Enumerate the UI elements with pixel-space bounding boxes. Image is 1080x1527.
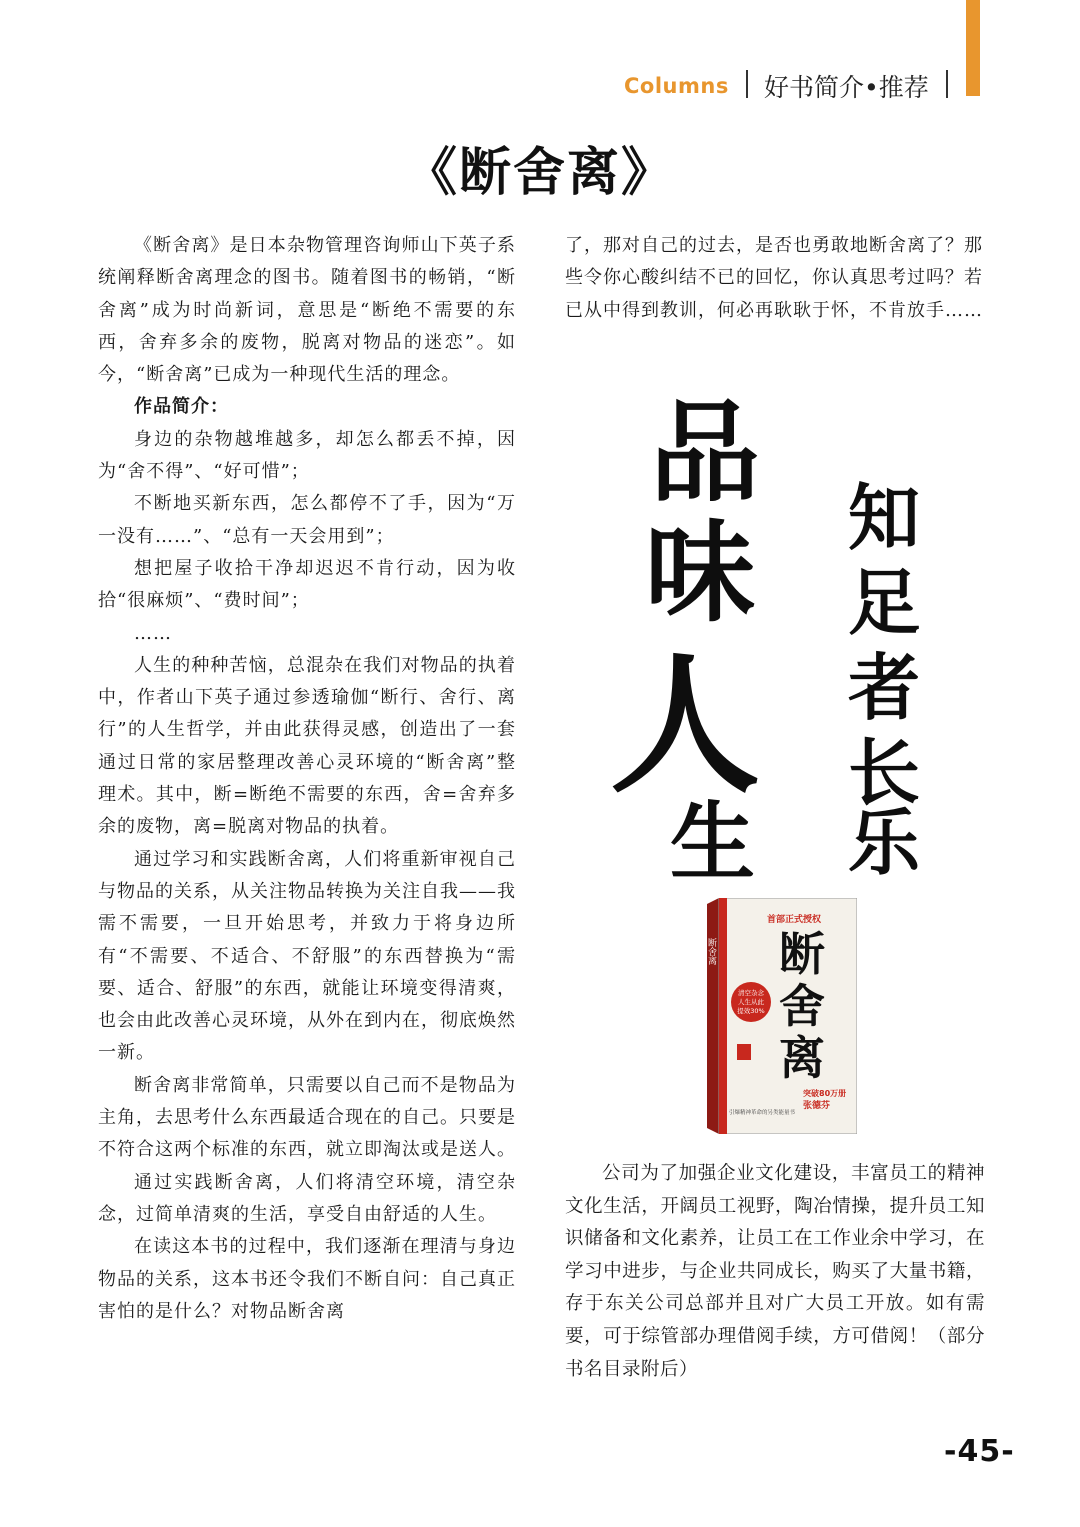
calligraphy-char: 长 — [848, 730, 921, 815]
article-title: 《断舍离》 — [404, 143, 675, 203]
paragraph: 不断地买新东西，怎么都停不了手，因为“万一没有……”、“总有一天会用到”； — [98, 493, 516, 547]
book-spine — [707, 898, 719, 1134]
page-header — [620, 66, 960, 106]
paragraph-ellipsis: …… — [134, 622, 172, 644]
notice-paragraph: 公司为了加强企业文化建设，丰富员工的精神文化生活，开阔员工视野，陶冶情操，提升员工知识储备和文化素养，让员工在工作业余中学习，在学习中进步，与企业共同成长，购买了大量书籍，存于东关公司总部并且对广大员工开放。如有需要，可于综管部办理借阅手续，方可借阅！（部分书名目录附后） — [565, 1163, 985, 1380]
header-divider — [946, 70, 948, 98]
badge-text: 人生从此 — [738, 998, 764, 1006]
paragraph-intro: 《断舍离》是日本杂物管理咨询师山下英子系统阐释断舍离理念的图书。随着图书的畅销，“断舍离”成为时尚新词，意思是“断绝不需要的东西，舍弃多余的废物，脱离对物品的迷恋”。如今，“断舍离”已成为一种现代生活的理念。 — [98, 235, 516, 386]
spine-title: 断舍离 — [707, 938, 716, 965]
badge-text: 清空杂念 — [738, 989, 764, 997]
paragraph: 通过学习和实践断舍离，人们将重新审视自己与物品的关系，从关注物品转换为关注自我——我需不需要，一旦开始思考，并致力于将身边所有“不需要、不适合、不舒服”的东西替换为“需要、适合、舒服”的东西，就能让环境变得清爽，也会由此改善心灵环境，从外在到内在，彻底焕然一新。 — [98, 848, 516, 1064]
library-notice — [565, 1158, 985, 1386]
section-label: 好书简介•推荐 — [764, 73, 929, 102]
paragraph: 想把屋子收拾干净却迟迟不肯行动，因为收拾“很麻烦”、“费时间”； — [98, 557, 516, 612]
paragraph: 通过实践断舍离，人们将清空环境，清空杂念，过简单清爽的生活，享受自由舒适的人生。 — [98, 1171, 516, 1225]
calligraphy-char: 者 — [848, 645, 921, 730]
calligraphy-char: 乐 — [848, 800, 921, 885]
badge-text: 提效30% — [737, 1007, 765, 1015]
header-accent-bar — [966, 0, 980, 96]
paragraph: 人生的种种苦恼，总混杂在我们对物品的执着中，作者山下英子通过参透瑜伽“断行、舍行、离行”的人生哲学，并由此获得灵感，创造出了一套通过日常的家居整理改善心灵环境的“断舍离”整理术。其中，断=断绝不需要的东西，舍=舍弃多余的废物，离=脱离对物品的执着。 — [98, 654, 516, 838]
cover-author-text: 张德芬 — [803, 1101, 831, 1111]
subheading-summary: 作品简介： — [134, 396, 229, 418]
cover-red-text: 首部正式授权 — [767, 915, 822, 925]
header-divider — [746, 70, 748, 98]
paragraph: 身边的杂物越堆越多，却怎么都丢不掉，因为“舍不得”、“好可惜”； — [98, 428, 516, 483]
cover-title-line: 舍 — [779, 979, 825, 1033]
calligraphy-char: 品 — [650, 388, 760, 517]
cover-title-line: 断 — [779, 927, 825, 981]
calligraphy-char: 生 — [670, 793, 756, 893]
columns-label: Columns — [624, 74, 729, 98]
book-cover-graphic — [707, 898, 857, 1134]
paragraph: 断舍离非常简单，只需要以自己而不是物品为主角，去思考什么东西最适合现在的自己。只要是不符合这两个标准的东西，就立即淘汰或是送人。 — [98, 1074, 516, 1161]
book-cover-image — [707, 898, 857, 1134]
book-edge-stripe — [719, 898, 727, 1134]
cover-bottom-text: 引爆精神革命的另类能量书 — [729, 1110, 796, 1116]
trash-can-icon — [737, 1044, 751, 1060]
calligraphy-char: 足 — [848, 560, 921, 645]
paragraph: 在读这本书的过程中，我们逐渐在理清与身边物品的关系，这本书还令我们不断自问：自己真正害怕的是什么？对物品断舍离 — [98, 1236, 516, 1322]
paragraph-continued: 了，那对自己的过去，是否也勇敢地断舍离了？那些令你心酸纠结不已的回忆，你认真思考过吗？若已从中得到教训，何必再耿耿于怀，不肯放手…… — [565, 235, 983, 321]
calligraphy-char: 知 — [848, 475, 921, 560]
page-number: -45- — [944, 1434, 1015, 1469]
calligraphy-char: 人 — [610, 638, 761, 814]
calligraphy-artwork — [590, 365, 990, 893]
left-column — [98, 230, 516, 1328]
cover-sales-text: 突破80万册 — [803, 1089, 847, 1098]
calligraphy-char: 味 — [645, 508, 755, 637]
right-column-continuation — [565, 230, 983, 327]
cover-title-line: 离 — [779, 1031, 825, 1085]
